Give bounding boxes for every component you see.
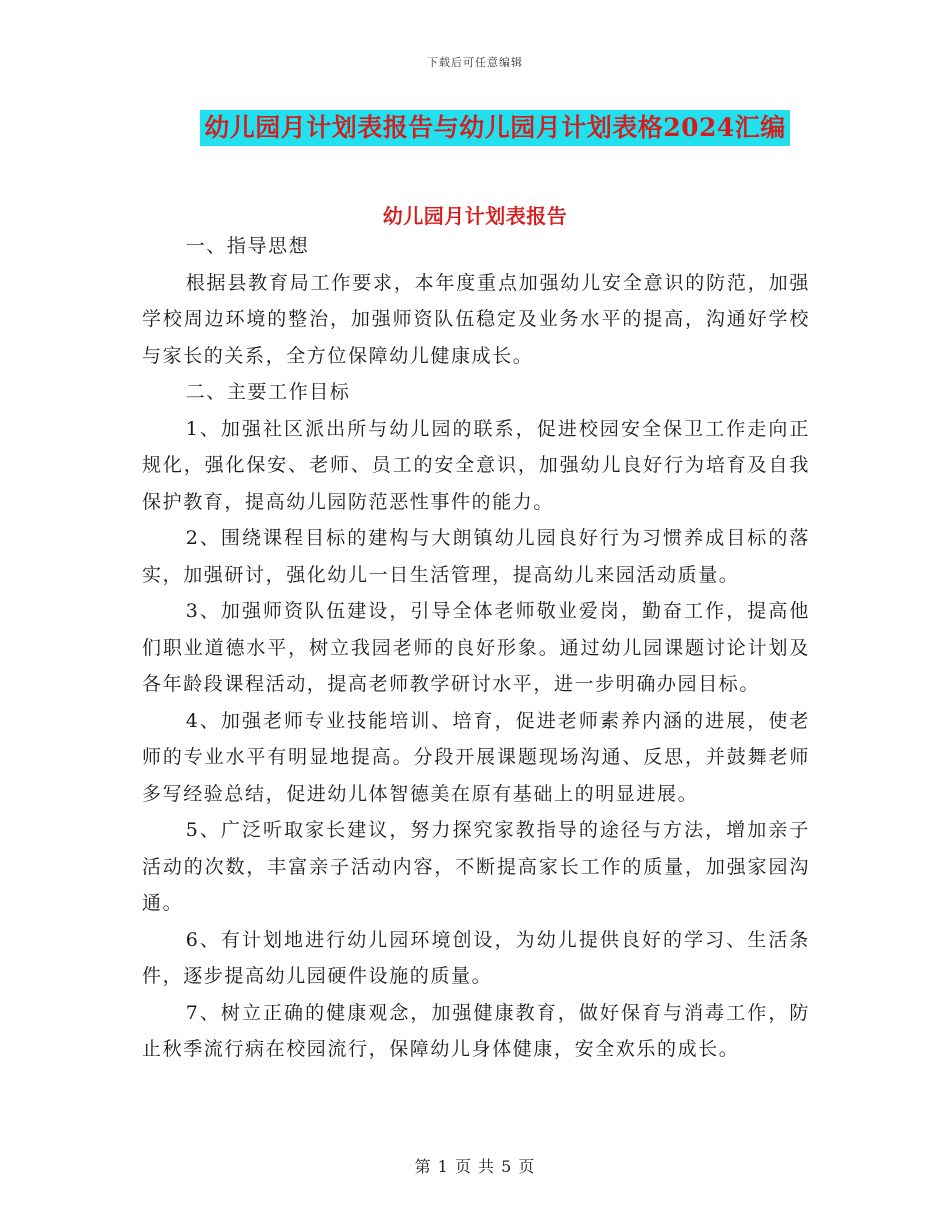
section-title: 幼儿园月计划表报告 xyxy=(382,204,568,228)
document-title: 幼儿园月计划表报告与幼儿园月计划表格2024汇编 xyxy=(200,110,790,146)
paragraph: 根据县教育局工作要求，本年度重点加强幼儿安全意识的防范，加强学校周边环境的整治，加强师资队伍稳定及业务水平的提高，沟通好学校与家长的关系，全方位保障幼儿健康成长。 xyxy=(142,271,810,367)
document-body xyxy=(142,228,810,1068)
heading-guiding-ideology: 一、指导思想 xyxy=(185,235,310,257)
header-note: 下载后可任意编辑 xyxy=(427,56,523,69)
goal-item-3: 3、加强师资队伍建设，引导全体老师敬业爱岗，勤奋工作，提高他们职业道德水平，树立我园老师的良好形象。通过幼儿园课题讨论计划及各年龄段课程活动，提高老师教学研讨水平，进一步明确办园目标。 xyxy=(142,600,810,695)
goal-item-2: 2、围绕课程目标的建构与大朗镇幼儿园良好行为习惯养成目标的落实，加强研讨，强化幼儿一日生活管理，提高幼儿来园活动质量。 xyxy=(142,527,810,586)
title-container xyxy=(0,110,950,146)
heading-main-goals: 二、主要工作目标 xyxy=(185,381,351,403)
goal-item-5: 5、广泛听取家长建议，努力探究家教指导的途径与方法，增加亲子活动的次数，丰富亲子活动内容，不断提高家长工作的质量，加强家园沟通。 xyxy=(142,819,810,914)
goal-item-6: 6、有计划地进行幼儿园环境创设，为幼儿提供良好的学习、生活条件，逐步提高幼儿园硬件设施的质量。 xyxy=(142,928,810,987)
goal-item-1: 1、加强社区派出所与幼儿园的联系，促进校园安全保卫工作走向正规化，强化保安、老师、员工的安全意识，加强幼儿良好行为培育及自我保护教育，提高幼儿园防范恶性事件的能力。 xyxy=(142,417,810,513)
goal-item-4: 4、加强老师专业技能培训、培育，促进老师素养内涵的进展，使老师的专业水平有明显地提高。分段开展课题现场沟通、反思，并鼓舞老师多写经验总结，促进幼儿体智德美在原有基础上的明显进展。 xyxy=(142,709,810,805)
goal-item-7: 7、树立正确的健康观念，加强健康教育，做好保育与消毒工作，防止秋季流行病在校园流行，保障幼儿身体健康，安全欢乐的成长。 xyxy=(142,1001,810,1060)
page-footer: 第 1 页 共 5 页 xyxy=(414,1157,536,1176)
